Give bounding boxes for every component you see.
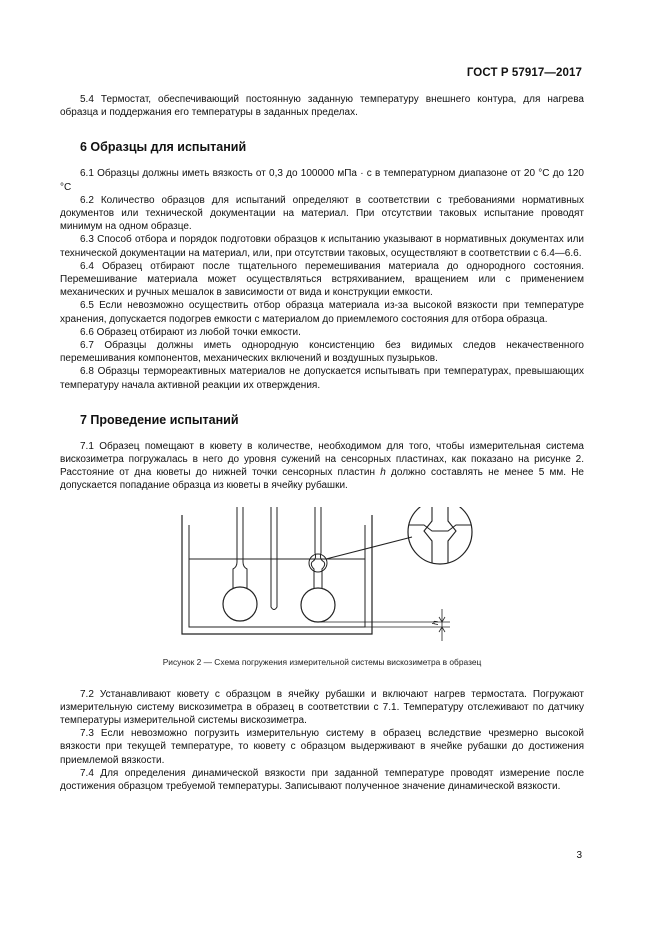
detail-leader-line [326,537,412,559]
right-sensor-bulb [301,588,335,622]
paragraph-6-4: 6.4 Образец отбирают после тщательного перемешивания материала до однородного состояния. Перемешивание материала может осуществляться встряхиванием, вращением или с применением механических и ручных мешалок в зависимости от вида и конструкции емкости. [60,260,584,299]
paragraph-6-2: 6.2 Количество образцов для испытаний определяют в соответствии с требованиями нормативных документов или технической документации на материал. При отсутствии таковых испытание проводят минимум на одном образце. [60,194,584,233]
right-sensor-stem-right [320,507,324,589]
zoom-level-line [409,525,471,531]
section-7-title: 7 Проведение испытаний [80,412,239,427]
left-sensor-stem-left [233,507,237,588]
document-header: ГОСТ Р 57917—2017 [466,67,582,79]
paragraph-5-4: 5.4 Термостат, обеспечивающий постоянную заданную температуру внешнего контура, для нагрева образца и поддержания его температуры в заданных пределах. [60,94,584,119]
left-sensor-stem-right [243,507,247,588]
page-content [60,93,584,793]
p71-text-after: должно составлять не менее 5 мм. Не допускается попадание образца из кюветы в ячейку рубашки. [60,467,584,492]
right-sensor-stem-left [311,507,315,589]
paragraph-7-3: 7.3 Если невозможно погрузить измерительную систему в образец вследствие чрезмерно высокой вязкости при текущей температуре, то кювету с образцом выдерживают в ячейке рубашки до достижения приемлемой вязкости. [60,728,584,766]
paragraph-7-4: 7.4 Для определения динамической вязкости при заданной температуре проводят измерение после достижения образцом требуемой температуры. Записывают полученное значение динамической вязкости. [60,767,584,793]
paragraph-6-3: 6.3 Способ отбора и порядок подготовки образцов к испытанию указывают в нормативных документах или технической документации на материал, или, при отсутствии таковых, осуществляют в соответствии с 6.4—6.6. [60,234,584,259]
paragraph-6-5: 6.5 Если невозможно осуществить отбор образца материала из-за высокой вязкости при температуре хранения, допускается подогрев емкости с материалом до приемлемого состояния для отбора образца. [60,300,584,325]
left-sensor-bulb [223,587,257,621]
page-number: 3 [576,850,582,861]
paragraph-7-1 [60,440,584,493]
paragraph-6-7: 6.7 Образцы должны иметь однородную консистенцию без видимых следов некачественного перемешивания компонентов, механических включений и воздушных пузырьков. [60,340,584,365]
detail-zoom-circle [408,507,472,564]
paragraph-6-1: 6.1 Образцы должны иметь вязкость от 0,3 до 100000 мПа · с в температурном диапазоне от 20 °С до 120 °С [60,168,584,193]
p71-text-before: 7.1 Образец помещают в кювету в количестве, необходимом для того, чтобы измерительная система вискозиметра погружалась в него до уровня сужений на сенсорных пластинах, как показано на рисунке 2. Расстояние от дна кюветы до нижней точки сенсорных пластин [60,440,584,479]
dimension-label-h: h [431,620,440,625]
paragraph-6-8: 6.8 Образцы термореактивных материалов не допускается испытывать при температурах, превышающих температуру начала активной реакции их отверждения. [60,366,584,391]
p71-var-h: h [380,467,386,479]
temperature-probe [271,507,277,610]
zoom-left-contour [424,507,432,563]
figure-caption: Рисунок 2 — Схема погружения измерительной системы вискозиметра в образец [162,656,482,667]
paragraph-7-2: 7.2 Устанавливают кювету с образцом в ячейку рубашки и включают нагрев термостата. Погружают измерительную систему вискозиметра в образец в соответствии с 7.1. Температуру отслеживают по датчику температуры измерительной системы вискозиметра. [60,688,584,727]
paragraph-6-6: 6.6 Образец отбирают из любой точки емкости. [80,326,301,338]
zoom-right-contour [448,507,456,563]
figure-2 [60,493,584,668]
viscometer-diagram [180,507,480,657]
section-6-title: 6 Образцы для испытаний [80,140,247,155]
